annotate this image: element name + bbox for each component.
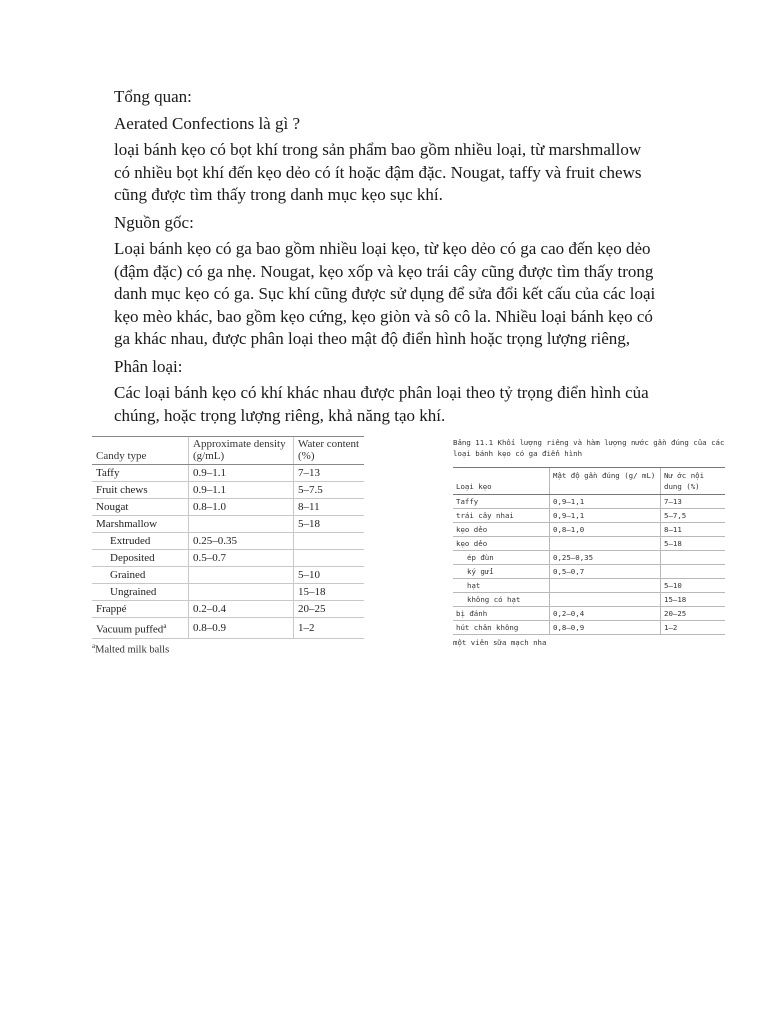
origin-line: kẹo mèo khác, bao gồm kẹo cứng, kẹo giòn và sô cô la. Nhiều loại bánh kẹo có — [114, 306, 653, 326]
table-row — [92, 482, 364, 499]
cell-type: không có hạt — [453, 593, 550, 607]
cell-water: 7–13 — [294, 465, 365, 482]
cell-water: 8–11 — [294, 499, 365, 516]
footnote-marker: a — [92, 641, 96, 650]
classification-line: chúng, hoặc trọng lượng riêng, khả năng tạo khí. — [114, 405, 446, 425]
cell-density — [550, 593, 661, 607]
cell-density: 0.8–1.0 — [189, 499, 294, 516]
table-row — [453, 579, 725, 593]
cell-density: 0.9–1.1 — [189, 482, 294, 499]
cell-water — [661, 551, 726, 565]
cell-density — [550, 537, 661, 551]
caption-line: Bảng 11.1 Khối lượng riêng và hàm lượng nước gần đúng của các — [453, 438, 725, 447]
table-row — [453, 607, 725, 621]
table-row — [92, 499, 364, 516]
cell-water: 5–18 — [661, 537, 726, 551]
table-header-row — [92, 437, 364, 465]
table-row — [453, 593, 725, 607]
table-footnote — [92, 642, 364, 656]
cell-type: Taffy — [92, 465, 189, 482]
origin-line: ga khác nhau, được phân loại theo mật độ điển hình hoặc trọng lượng riêng, — [114, 329, 631, 348]
density-table-english — [92, 436, 364, 655]
cell-density: 0,8–0,9 — [550, 621, 661, 635]
table-header-row — [453, 468, 725, 495]
table-row — [453, 565, 725, 579]
cell-water — [294, 533, 365, 550]
density-table-vietnamese — [453, 438, 729, 647]
origin-heading: Nguồn gốc: — [114, 212, 194, 232]
cell-type: Deposited — [92, 550, 189, 567]
cell-type-text: Vacuum puffed — [96, 623, 164, 636]
density-table-vi — [453, 467, 725, 635]
cell-water: 5–18 — [294, 516, 365, 533]
cell-water: 5–10 — [294, 567, 365, 584]
cell-density: 0.25–0.35 — [189, 533, 294, 550]
cell-density — [189, 584, 294, 601]
cell-type — [92, 618, 189, 639]
table-row — [92, 533, 364, 550]
overview-line: có nhiều bọt khí đến kẹo dẻo có ít hoặc đậm đặc. Nougat, taffy và fruit chews — [114, 162, 642, 182]
cell-density: 0,5–0,7 — [550, 565, 661, 579]
overview-line: loại bánh kẹo có bọt khí trong sản phẩm bao gồm nhiều loại, từ marshmallow — [114, 140, 642, 159]
cell-type: bị đánh — [453, 607, 550, 621]
document-body — [114, 86, 704, 427]
table-caption — [453, 438, 729, 459]
cell-density: 0.9–1.1 — [189, 465, 294, 482]
origin-line: (đậm đặc) có ga nhẹ. Nougat, kẹo xốp và kẹo trái cây cũng được tìm thấy trong — [114, 261, 654, 281]
origin-paragraph — [114, 238, 704, 351]
header-density: Approximate density (g/mL) — [189, 437, 294, 465]
cell-type: Frappé — [92, 601, 189, 618]
table-row — [453, 621, 725, 635]
cell-density: 0.8–0.9 — [189, 618, 294, 639]
cell-type: ký gửi — [453, 565, 550, 579]
cell-density: 0.2–0.4 — [189, 601, 294, 618]
cell-water: 1–2 — [661, 621, 726, 635]
table-row — [453, 509, 725, 523]
cell-type: Marshmallow — [92, 516, 189, 533]
cell-density: 0,9–1,1 — [550, 509, 661, 523]
cell-density: 0.5–0.7 — [189, 550, 294, 567]
cell-water — [661, 565, 726, 579]
cell-density: 0,8–1,0 — [550, 523, 661, 537]
origin-line: danh mục kẹo có ga. Sục khí cũng được sử dụng để sửa đổi kết cấu của các loại — [114, 284, 656, 303]
header-candy-type: Candy type — [92, 437, 189, 465]
cell-density: 0,25–0,35 — [550, 551, 661, 565]
cell-water: 7–13 — [661, 495, 726, 509]
footnote-marker: a — [163, 622, 167, 630]
overview-paragraph — [114, 139, 704, 207]
cell-water: 15–18 — [294, 584, 365, 601]
question-line: Aerated Confections là gì ? — [114, 113, 300, 133]
cell-type: kẹo dẻo — [453, 523, 550, 537]
table-row — [453, 551, 725, 565]
header-candy-type: Loại kẹo — [453, 468, 550, 495]
header-density: Mật độ gần đúng (g/ mL) — [550, 468, 661, 495]
table-row — [453, 523, 725, 537]
overview-line: cũng được tìm thấy trong danh mục kẹo sục khí. — [114, 185, 443, 204]
caption-line: loại bánh kẹo có ga điển hình — [453, 448, 583, 458]
header-water-content: Nư ớc nội dung (%) — [661, 468, 726, 495]
cell-type: hút chân không — [453, 621, 550, 635]
origin-line: Loại bánh kẹo có ga bao gồm nhiều loại kẹo, từ kẹo dẻo có ga cao đến kẹo dẻo — [114, 239, 651, 258]
footnote-text: Malted milk balls — [95, 644, 170, 656]
density-table-en — [92, 436, 364, 639]
header-water-content: Water content (%) — [294, 437, 365, 465]
cell-water: 15–18 — [661, 593, 726, 607]
cell-water — [294, 550, 365, 567]
classification-line: Các loại bánh kẹo có khí khác nhau được phân loại theo tỷ trọng điển hình của — [114, 383, 649, 402]
overview-heading: Tổng quan: — [114, 87, 192, 106]
cell-density — [189, 516, 294, 533]
cell-type: Ungrained — [92, 584, 189, 601]
cell-water: 5–10 — [661, 579, 726, 593]
classification-paragraph — [114, 382, 704, 427]
cell-density — [550, 579, 661, 593]
cell-water: 5–7.5 — [294, 482, 365, 499]
table-row — [453, 537, 725, 551]
cell-water: 5–7,5 — [661, 509, 726, 523]
cell-type: kẹo dẻo — [453, 537, 550, 551]
table-footnote: một viên sữa mạch nha — [453, 638, 547, 647]
cell-type: trái cây nhai — [453, 509, 550, 523]
cell-type: Taffy — [453, 495, 550, 509]
cell-density — [189, 567, 294, 584]
table-row — [92, 550, 364, 567]
cell-water: 1–2 — [294, 618, 365, 639]
table-row — [92, 516, 364, 533]
table-row — [92, 618, 364, 639]
cell-water: 20–25 — [294, 601, 365, 618]
table-row — [92, 584, 364, 601]
cell-type: hạt — [453, 579, 550, 593]
cell-water: 20–25 — [661, 607, 726, 621]
table-row — [92, 601, 364, 618]
cell-type: Fruit chews — [92, 482, 189, 499]
classification-heading: Phân loại: — [114, 356, 183, 376]
table-row — [453, 495, 725, 509]
cell-type: ép đùn — [453, 551, 550, 565]
cell-density: 0,2–0,4 — [550, 607, 661, 621]
table-row — [92, 465, 364, 482]
cell-water: 8–11 — [661, 523, 726, 537]
cell-type: Nougat — [92, 499, 189, 516]
cell-density: 0,9–1,1 — [550, 495, 661, 509]
cell-type: Extruded — [92, 533, 189, 550]
table-row — [92, 567, 364, 584]
cell-type: Grained — [92, 567, 189, 584]
